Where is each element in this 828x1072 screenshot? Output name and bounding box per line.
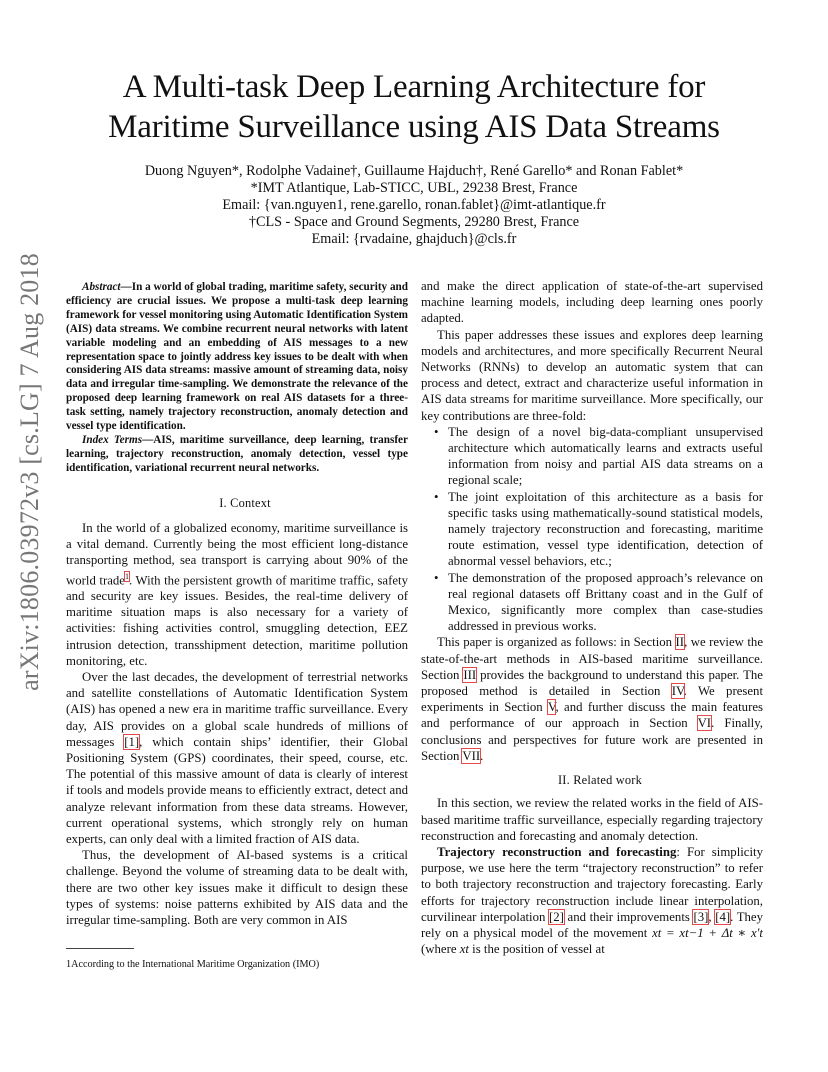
section-heading-related-work: II. Related work — [557, 773, 643, 788]
index-terms — [66, 434, 408, 476]
context-paragraph-3: Thus, the development of AI-based systems is a critical challenge. Beyond the volume of streaming data to be dealt with, there are two other key issues make it difficult to design these types of systems: noise patterns exhibited by AIS data and the irregular time-sampling. Both are very common in AIS — [66, 848, 408, 928]
citation-link-4[interactable]: [4] — [715, 909, 731, 924]
title-line-2: Maritime Surveillance using AIS Data Streams — [108, 109, 720, 145]
affiliation-1: *IMT Atlantique, Lab-STICC, UBL, 29238 Brest, France — [250, 180, 578, 196]
organization-paragraph: This paper is organized as follows: in Section II, we review the state-of-the-art methods in AIS-based maritime surveillance. Section III provides the background to understand this paper. The proposed method is detailed in Section IV. We present experiments in Section V, and further discuss the main features and performance of our approach in Section VI. Finally, conclusions and perspectives for future work are presented in Section VII. — [421, 635, 764, 763]
arxiv-identifier: arXiv:1806.03972v3 [cs.LG] 7 Aug 2018 — [15, 253, 44, 691]
footnote-divider — [66, 948, 134, 949]
position-variable: xt — [459, 942, 469, 957]
index-terms-text: —AIS, maritime surveillance, deep learning, transfer learning, trajectory reconstruction, anomaly detection, vessel type identification, variational recurrent neural networks. — [66, 433, 408, 474]
contributions-list — [421, 424, 763, 635]
index-terms-lead: Index Terms — [82, 433, 143, 446]
right-paragraph-0: and make the direct application of state-of-the-art supervised machine learning models, including deep learning ones poorly adapted. — [421, 279, 763, 326]
section-link-II[interactable]: II — [675, 635, 685, 650]
abstract-text: —In a world of global trading, maritime safety, security and efficiency are crucial issues. We propose a multi-task deep learning framework for vessel monitoring using Automatic Identification System (AIS) data streams. We combine recurrent neural networks with latent variable modeling and an embedding of AIS messages to a new representation space to jointly address key issues to be dealt with when considering AIS data streams: massive amount of streaming data, noisy data and irregular time-sampling. We demonstrate the relevance of the proposed deep learning framework on real AIS datasets for a three-task setting, namely trajectory reconstruction, anomaly detection and vessel type identification. — [66, 281, 408, 433]
abstract-lead: Abstract — [82, 281, 121, 293]
related-work-paragraph: In this section, we review the related works in the field of AIS-based maritime traffic surveillance, especially regarding trajectory reconstruction and forecasting and anomaly detection. — [421, 796, 763, 843]
trajectory-paragraph: Trajectory reconstruction and forecasting: For simplicity purpose, we use here the term “trajectory reconstruction” to refer to both trajectory reconstruction and trajectory forecasting. Early efforts for trajectory reconstruction include linear interpolation, curvilinear interpolation [2] and their improvements [3], [4]. They rely on a physical model of the movement xt = xt−1 + Δt ∗ x′t (where xt is the position of vessel at — [421, 844, 763, 957]
abstract — [66, 281, 408, 434]
context-paragraph-2: Over the last decades, the development of terrestrial networks and satellite constellations of Automatic Identification System (AIS) has opened a new era in maritime traffic surveillance. Every day, AIS provides on a global scale hundreds of millions of messages [1], which contain ships’ identifier, their Global Positioning System (GPS) coordinates, their speed, course, etc. The potential of this massive amount of data is clearly of interest if tools and models provide means to efficiently extract, detect and analyze relevant information from these data streams. However, current operational systems, which strongly rely on human experts, can only deal with a limited fraction of AIS data. — [66, 669, 409, 847]
email-2: Email: {rvadaine, ghajduch}@cls.fr — [311, 231, 517, 247]
section-link-III[interactable]: III — [463, 667, 477, 682]
title-line-1: A Multi-task Deep Learning Architecture for — [122, 69, 706, 105]
footnote-ref-link[interactable]: 1 — [124, 571, 129, 581]
contribution-item-2: • The joint exploitation of this architecture as a basis for specific tasks using mathematically-sound statistical models, namely trajectory reconstruction and forecasting, maritime route estimation, vessel type identification, detection of abnormal vessel behaviors, etc.; — [448, 489, 763, 570]
section-link-IV[interactable]: IV — [671, 684, 684, 699]
context-paragraph-1: In the world of a globalized economy, maritime surveillance is a vital demand. Currently being the most efficient long-distance transporting method, sea transport is carrying about 90% of the world trade$^1$. With the persistent growth of maritime traffic, safety and security are key issues. Besides, the real-time delivery of maritime situation maps is also necessary for a variety of activities: fishing activities control, smuggling detection, EEZ intrusion detection, transshipment detection, maritime pollution monitoring, etc. — [66, 520, 408, 668]
section-link-VI[interactable]: VI — [697, 716, 712, 731]
author-names: Duong Nguyen*, Rodolphe Vadaine†, Guillaume Hajduch†, René Garello* and Ronan Fablet* — [144, 163, 684, 179]
citation-link-1[interactable]: [1] — [124, 734, 140, 749]
citation-link-3[interactable]: [3] — [693, 909, 709, 924]
movement-equation: xt = xt−1 + Δt ∗ x′t — [652, 925, 763, 940]
section-link-VII[interactable]: VII — [462, 748, 481, 763]
section-heading-context: I. Context — [219, 495, 271, 510]
paper-title — [60, 67, 768, 147]
section-link-V[interactable]: V — [547, 700, 556, 715]
footnote-1: 1According to the International Maritime Organization (IMO) — [66, 959, 320, 970]
author-block — [60, 163, 768, 248]
right-column — [421, 278, 763, 957]
left-column — [66, 281, 408, 928]
affiliation-2: †CLS - Space and Ground Segments, 29280 Brest, France — [248, 214, 580, 230]
contribution-item-1: • The design of a novel big-data-compliant unsupervised architecture which automatically learns and extracts useful information from noisy and partial AIS data streams on a regional scale; — [448, 424, 763, 489]
email-1: Email: {van.nguyen1, rene.garello, ronan.fablet}@imt-atlantique.fr — [222, 197, 606, 213]
contribution-item-3: • The demonstration of the proposed approach’s relevance on real regional datasets off Brittany coast and in the Gulf of Mexico, significantly more complex than case-studies addressed in previous works. — [448, 570, 763, 635]
right-paragraph-1: This paper addresses these issues and explores deep learning models and architectures, and more specifically Recurrent Neural Networks (RNNs) to develop an automatic system that can process and detect, extract and characterize useful information in AIS data streams for maritime surveillance. More specifically, our key contributions are three-fold: — [421, 327, 763, 423]
citation-link-2[interactable]: [2] — [549, 909, 564, 924]
trajectory-lead: Trajectory reconstruction and forecasting — [437, 844, 677, 859]
